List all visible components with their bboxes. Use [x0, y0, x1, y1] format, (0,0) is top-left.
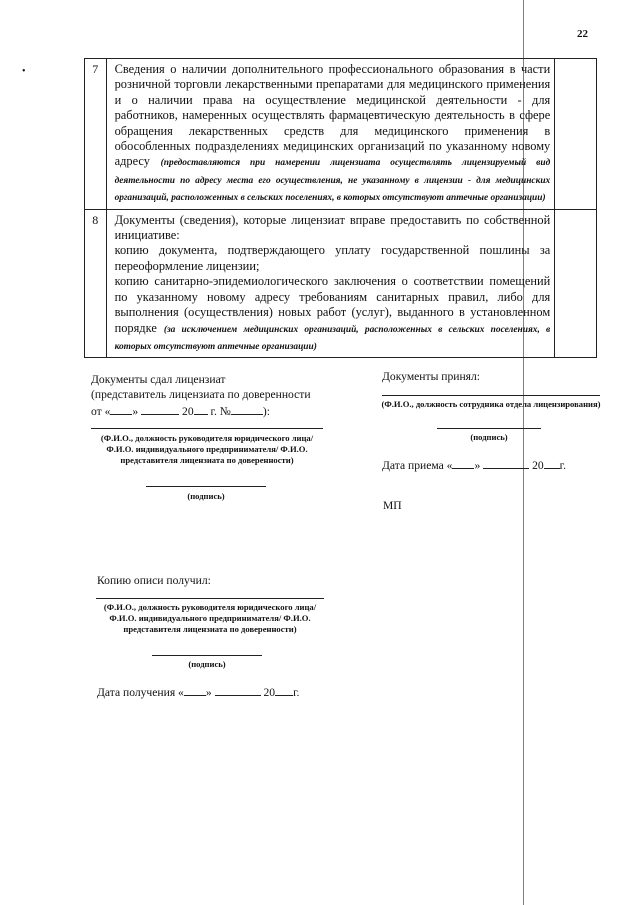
- submitted-caption: (Ф.И.О., должность руководителя юридического лица/ Ф.И.О. индивидуального предпринимателя/ Ф.И.О. представителя лицензиата по доверенности): [100, 433, 314, 465]
- date-number-label: г. №: [210, 405, 231, 418]
- table-row: [85, 59, 597, 210]
- month-blank: [141, 403, 179, 415]
- month-blank: [483, 457, 529, 469]
- date-prefix: от «: [91, 405, 111, 418]
- date-prefix: Дата получения «: [97, 686, 184, 699]
- received-caption: (Ф.И.О., должность руководителя юридического лица/ Ф.И.О. индивидуального предпринимателя/ Ф.И.О. представителя лицензиата по доверенности): [103, 602, 317, 634]
- received-signature: (подпись): [188, 659, 226, 669]
- row-description: [106, 209, 555, 358]
- row-text: Сведения о наличии дополнительного профессионального образования в части розничной торговли лекарственными препаратами для медицинского применения и о наличии права на осуществление медицинской деятельности - для работников, намеренных осуществлять фармацевтическую деятельность в сфере обращения лекарственных средств для медицинского применения в обособленных подразделениях медицинских организаций по указанному новому адресу: [114, 62, 551, 169]
- accepted-caption: (Ф.И.О., должность сотрудника отдела лицензирования): [381, 399, 601, 409]
- accepted-signature: (подпись): [470, 432, 508, 442]
- submitted-title: Документы сдал лицензиат: [91, 373, 226, 386]
- date-year: 20: [182, 405, 194, 418]
- day-blank: [184, 684, 206, 696]
- month-blank: [215, 684, 261, 696]
- row-description: [106, 59, 555, 210]
- stamp-place: МП: [383, 499, 402, 512]
- number-blank: [231, 403, 263, 415]
- submitted-subtitle: (представитель лицензиата по доверенности: [91, 388, 311, 401]
- date-mid: »: [132, 405, 139, 418]
- row-item: копию санитарно-эпидемиологического заключения о соответствии помещений по указанному новому адресу требованиям санитарных правил, либо для выполнения (осуществления) новых работ (услуг), выданного в установленном порядке: [114, 274, 551, 335]
- accepted-title: Документы принял:: [382, 370, 481, 383]
- received-title: Копию описи получил:: [97, 574, 211, 587]
- row-mark-cell: [555, 209, 597, 358]
- stray-mark: •: [22, 66, 26, 77]
- signature-line: [437, 428, 541, 429]
- date-year: 20: [532, 459, 544, 472]
- year-blank: [544, 457, 560, 469]
- documents-table: [84, 58, 597, 358]
- date-prefix: Дата приема «: [382, 459, 453, 472]
- row-item: копию документа, подтверждающего уплату государственной пошлины за переоформление лицензии;: [114, 243, 551, 273]
- date-mid: »: [205, 686, 212, 699]
- year-blank: [194, 403, 208, 415]
- employee-line: [382, 395, 600, 396]
- submitted-signature: (подпись): [187, 491, 225, 501]
- row-mark-cell: [555, 59, 597, 210]
- date-end: г.: [293, 686, 300, 699]
- signature-line: [146, 486, 266, 487]
- accepted-date-line: [382, 457, 566, 473]
- date-end: ):: [262, 405, 270, 418]
- row-number: 8: [85, 209, 107, 358]
- date-mid: »: [474, 459, 481, 472]
- received-date-line: [97, 684, 299, 700]
- table-row: [85, 209, 597, 358]
- name-line: [91, 428, 323, 429]
- date-end: г.: [559, 459, 567, 472]
- row-note: (предоставляются при намерении лицензиата осуществлять лицензируемый вид деятельности по адресу места его осуществления, не указанному в лицензии - для медицинских организаций, расположенных в сельских поселениях, в которых отсутствуют аптечные организации): [114, 158, 551, 204]
- day-blank: [452, 457, 474, 469]
- submitted-date-line: [91, 403, 270, 419]
- row-number: 7: [85, 59, 107, 210]
- year-blank: [275, 684, 293, 696]
- name-line: [96, 598, 324, 599]
- signature-line: [152, 655, 262, 656]
- page-number: 22: [577, 28, 588, 40]
- row-note: (за исключением медицинских организаций, расположенных в сельских поселениях, в которых отсутствуют аптечные организации): [114, 324, 551, 352]
- date-year: 20: [263, 686, 276, 699]
- day-blank: [110, 403, 132, 415]
- row-text: Документы (сведения), которые лицензиат вправе предоставить по собственной инициативе:: [114, 212, 551, 243]
